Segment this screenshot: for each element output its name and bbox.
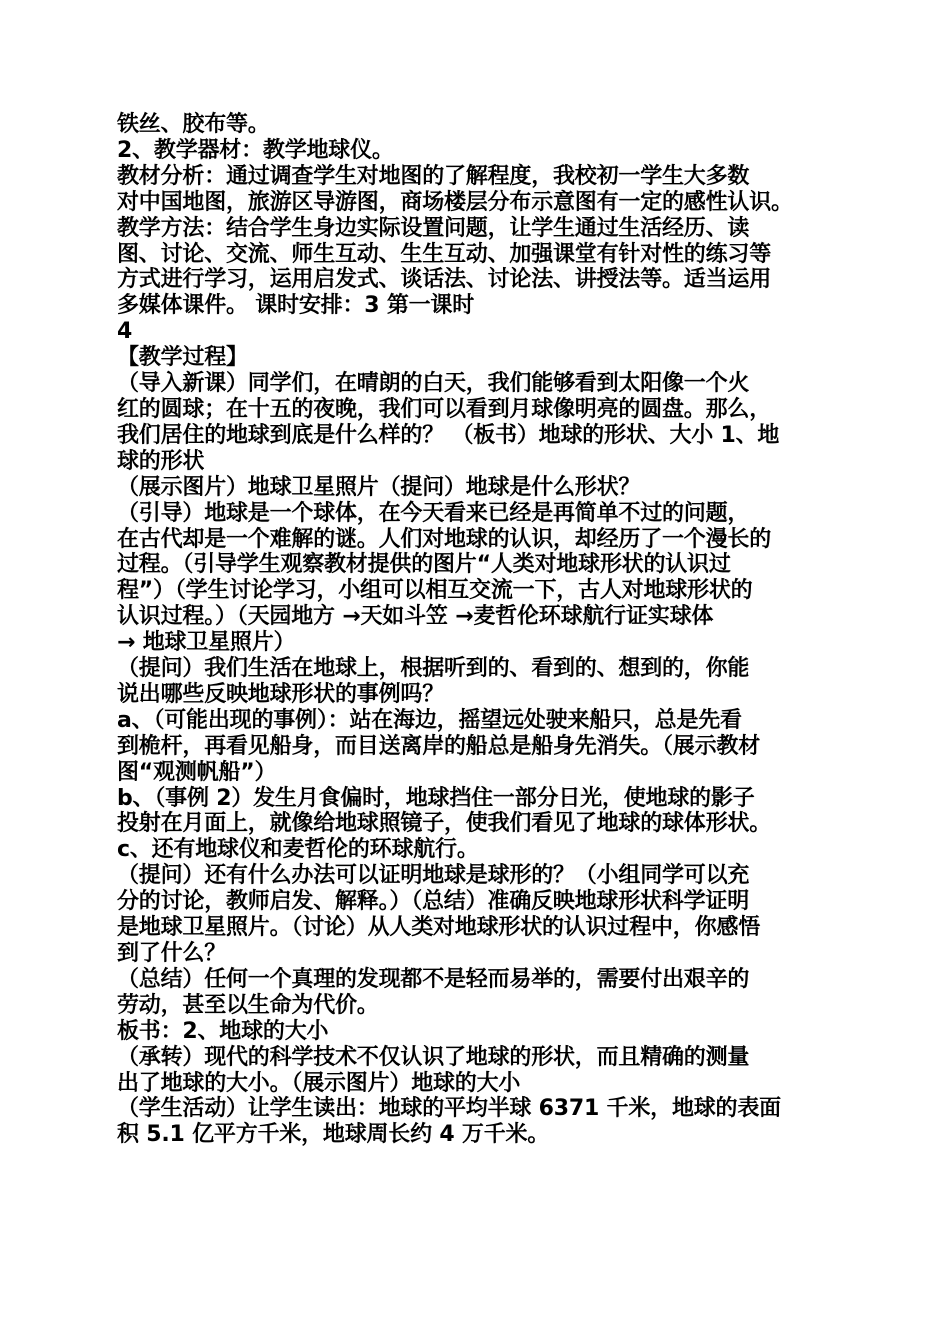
text-line: （展示图片）地球卫星照片（提问）地球是什么形状？ xyxy=(117,474,641,500)
text-line: 到桅杆，再看见船身，而目送离岸的船总是船身先消失。（展示教材 xyxy=(117,733,761,759)
text-line: a、（可能出现的事例）：站在海边，摇望远处驶来船只，总是先看 xyxy=(117,707,742,733)
text-line: 投射在月面上，就像给地球照镜子，使我们看见了地球的球体形状。 xyxy=(117,811,772,837)
text-line: 板书：2、地球的大小 xyxy=(117,1018,329,1044)
text-line: 出了地球的大小。（展示图片）地球的大小 xyxy=(117,1070,521,1096)
text-line: （提问）还有什么办法可以证明地球是球形的？（小组同学可以充 xyxy=(117,863,750,889)
text-line: 教学方法：结合学生身边实际设置问题，让学生通过生活经历、读 xyxy=(117,215,750,241)
text-line: 过程。（引导学生观察教材提供的图片“人类对地球形状的认识过 xyxy=(117,552,731,578)
text-line: 对中国地图，旅游区导游图，商场楼层分布示意图有一定的感性认识。 xyxy=(117,189,793,215)
text-line: 【教学过程】 xyxy=(117,345,248,371)
text-line: 球的形状 xyxy=(117,448,205,474)
text-line: （引导）地球是一个球体，在今天看来已经是再简单不过的问题， xyxy=(117,500,750,526)
text-line: 分的讨论，教师启发、解释。）（总结）准确反映地球形状科学证明 xyxy=(117,889,750,915)
text-line: 是地球卫星照片。（讨论）从人类对地球形状的认识过程中，你感悟 xyxy=(117,915,761,941)
text-line: 多媒体课件。 课时安排：3 第一课时 xyxy=(117,293,475,319)
text-line: 4 xyxy=(117,319,133,345)
text-line: 程”）（学生讨论学习，小组可以相互交流一下，古人对地球形状的 xyxy=(117,578,753,604)
text-line: （学生活动）让学生读出：地球的平均半球 6371 千米，地球的表面 xyxy=(117,1096,781,1122)
text-line: → 地球卫星照片） xyxy=(117,630,296,656)
text-line: 在古代却是一个难解的谜。人们对地球的认识，却经历了一个漫长的 xyxy=(117,526,772,552)
text-line: c、还有地球仪和麦哲伦的环球航行。 xyxy=(117,837,479,863)
text-line: （提问）我们生活在地球上，根据听到的、看到的、想到的，你能 xyxy=(117,656,750,682)
text-line: 图“观测帆船”） xyxy=(117,759,277,785)
text-line: 图、讨论、交流、师生互动、生生互动、加强课堂有针对性的练习等 xyxy=(117,241,772,267)
text-line: 劳动，甚至以生命为代价。 xyxy=(117,992,379,1018)
text-line: 铁丝、胶布等。 xyxy=(117,112,270,137)
text-line: 说出哪些反映地球形状的事例吗？ xyxy=(117,681,445,707)
text-line: 认识过程。）（天园地方 →天如斗笠 →麦哲伦环球航行证实球体 xyxy=(117,604,714,630)
text-line: 方式进行学习，运用启发式、谈话法、讨论法、讲授法等。适当运用 xyxy=(117,267,772,293)
text-line: 教材分析：通过调查学生对地图的了解程度，我校初一学生大多数 xyxy=(117,163,750,189)
text-line: 红的圆球；在十五的夜晚，我们可以看到月球像明亮的圆盘。那么， xyxy=(117,396,772,422)
text-line: b、（事例 2）发生月食偏时，地球挡住一部分日光，使地球的影子 xyxy=(117,785,755,811)
text-line: （总结）任何一个真理的发现都不是轻而易举的，需要付出艰辛的 xyxy=(117,966,750,992)
text-line: 2、教学器材：教学地球仪。 xyxy=(117,137,394,163)
text-line: （导入新课）同学们，在晴朗的白天，我们能够看到太阳像一个火 xyxy=(117,371,750,397)
text-line: 到了什么？ xyxy=(117,941,227,966)
text-line: 我们居住的地球到底是什么样的？ （板书）地球的形状、大小 1、地 xyxy=(117,422,780,448)
text-line: （承转）现代的科学技术不仅认识了地球的形状，而且精确的测量 xyxy=(117,1044,750,1070)
text-line: 积 5.1 亿平方千米，地球周长约 4 万千米。 xyxy=(117,1122,550,1148)
document-body xyxy=(117,112,842,1148)
